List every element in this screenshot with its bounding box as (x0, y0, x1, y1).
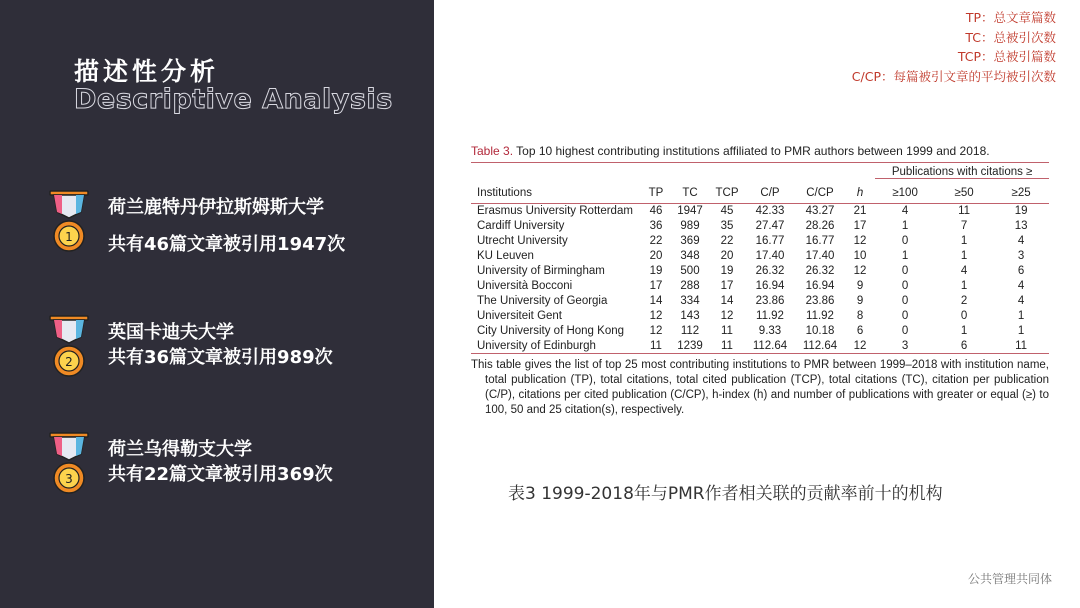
legend-item: TCP：总被引篇数 (957, 49, 1056, 64)
table-cell: 11 (709, 339, 745, 354)
table-cell: 1 (1017, 310, 1025, 322)
table-cell: 1239 (671, 339, 709, 354)
table-cell: City University of Hong Kong (477, 325, 625, 337)
table-cell: 26.32 (805, 265, 835, 277)
table-cell: 0 (901, 265, 909, 277)
table-row (471, 204, 1049, 219)
table-cell: The University of Georgia (477, 295, 608, 307)
table-cell: 989 (680, 220, 700, 232)
table-cell: 4 (901, 205, 909, 218)
table-cell: 19 (649, 265, 663, 277)
table-cell: Erasmus University Rotterdam (477, 205, 633, 218)
column-header: TC (671, 183, 709, 204)
table-cell: 1947 (677, 205, 703, 218)
table-cell: 22 (649, 235, 663, 247)
table-row (471, 309, 1049, 324)
table-row (471, 219, 1049, 234)
table-label: Table 3. (471, 144, 514, 158)
medal-icon (48, 315, 90, 379)
column-header: C/CP (795, 183, 845, 204)
table-cell: 4 (960, 265, 968, 277)
table-cell: 0 (901, 295, 909, 307)
table-cell: 20 (720, 250, 734, 262)
table-cell: Utrecht University (477, 235, 568, 247)
table-cell: 6 (1017, 265, 1025, 277)
svg-text:2: 2 (65, 355, 73, 369)
table-caption (471, 144, 1049, 158)
table-cell: 16.77 (805, 235, 835, 247)
figure-caption: 表3 1999-2018年与PMR作者相关联的贡献率前十的机构 (508, 484, 943, 504)
watermark: 公共管理共同体 (967, 572, 1052, 586)
table-cell: Cardiff University (477, 220, 565, 232)
table-cell: 6 (935, 339, 993, 354)
table-cell: 43.27 (805, 205, 835, 218)
header-row (471, 183, 1049, 204)
table-cell: 12 (649, 310, 663, 322)
table-cell: 8 (856, 310, 864, 322)
table-cell: 1 (960, 325, 968, 337)
table-cell: 23.86 (755, 295, 785, 307)
table-cell: 12 (720, 310, 734, 322)
table-cell: 12 (649, 325, 663, 337)
table-cell: KU Leuven (477, 250, 534, 262)
column-header: TP (641, 183, 671, 204)
table-cell: 288 (680, 280, 700, 292)
svg-text:3: 3 (65, 472, 73, 486)
table-cell: 11.92 (756, 310, 784, 322)
table-cell: 112.64 (745, 339, 795, 354)
institutions-table (471, 144, 1049, 418)
table-cell: 45 (720, 205, 734, 218)
column-header: C/P (745, 183, 795, 204)
table-cell: 1 (960, 235, 968, 247)
table-cell: 22 (720, 235, 734, 247)
table-cell: 0 (960, 310, 968, 322)
table-cell: 12 (845, 339, 875, 354)
table-cell: 0 (901, 325, 909, 337)
table-cell: 19 (720, 265, 734, 277)
table-row (471, 264, 1049, 279)
table-cell: 0 (901, 235, 909, 247)
table-cell: University of Edinburgh (471, 339, 641, 354)
table-cell: 9 (856, 280, 864, 292)
table-cell: 4 (1017, 235, 1025, 247)
column-header: Institutions (471, 183, 641, 204)
table-cell: 1 (901, 220, 909, 232)
svg-text:1: 1 (65, 230, 73, 244)
table-cell: 11 (958, 205, 971, 218)
table-cell: 16.94 (805, 280, 835, 292)
column-header: ≥100 (875, 183, 935, 204)
table-row (471, 279, 1049, 294)
table-row (471, 324, 1049, 339)
table-cell: 500 (680, 265, 700, 277)
group-header: Publications with citations ≥ (875, 166, 1049, 179)
table-cell: 19 (1014, 205, 1028, 218)
table-cell: 1 (960, 280, 968, 292)
column-header: h (845, 183, 875, 204)
table-cell: 11 (721, 325, 733, 337)
table-cell: 369 (680, 235, 700, 247)
table-cell: 11.92 (806, 310, 834, 322)
table-cell: 11 (641, 339, 671, 354)
institution-name: 英国卡迪夫大学 (108, 322, 234, 343)
table-cell: 0 (901, 310, 909, 322)
table-cell: 6 (856, 325, 864, 337)
table-cell: 1 (1017, 325, 1025, 337)
table-cell: University of Birmingham (477, 265, 605, 277)
section-subtitle: Descriptive Analysis (74, 84, 393, 115)
table-cell: Universiteit Gent (477, 310, 563, 322)
table-cell: 16.77 (755, 235, 785, 247)
table-cell: 3 (1017, 250, 1025, 262)
table-cell: 3 (875, 339, 935, 354)
legend-item: TC：总被引次数 (965, 29, 1056, 45)
table-cell: 2 (960, 295, 968, 307)
table-row (471, 234, 1049, 249)
table-cell: 7 (960, 220, 968, 232)
legend-item: TP：总文章篇数 (965, 10, 1056, 25)
left-panel (0, 0, 434, 608)
table-cell: 42.33 (755, 205, 785, 218)
table-cell: 17.40 (805, 250, 835, 262)
table-cell: 14 (649, 295, 663, 307)
table-cell: 28.26 (805, 220, 835, 232)
table-cell: 334 (680, 295, 700, 307)
column-header: ≥50 (935, 183, 993, 204)
table-cell: 13 (1014, 220, 1028, 232)
table-cell: 16.94 (755, 280, 785, 292)
table-cell: 10 (853, 250, 867, 262)
table-cell: 21 (853, 205, 867, 218)
table-cell: 27.47 (755, 220, 785, 232)
table-cell: 4 (1017, 280, 1025, 292)
table-cell: 1 (960, 250, 968, 262)
table-cell: Università Bocconi (477, 280, 573, 292)
section-title: 描述性分析 (74, 57, 220, 86)
table-cell: 35 (720, 220, 734, 232)
table-cell: 0 (901, 280, 909, 292)
table-caption-text: Top 10 highest contributing institutions affiliated to PMR authors between 1999 and 2018. (513, 144, 990, 158)
table-cell: 17 (720, 280, 734, 292)
table-cell: 14 (720, 295, 734, 307)
institution-name: 荷兰乌得勒支大学 (108, 439, 252, 460)
table-cell: 23.86 (805, 295, 835, 307)
table-cell: 36 (649, 220, 663, 232)
table-cell: 11 (993, 339, 1049, 354)
table-cell: 1 (901, 250, 909, 262)
institution-stat: 共有22篇文章被引用369次 (108, 464, 333, 485)
table-row (471, 249, 1049, 264)
table-cell: 143 (680, 310, 700, 322)
table-cell: 9 (856, 295, 864, 307)
table-cell: 10.18 (805, 325, 835, 337)
column-header: ≥25 (993, 183, 1049, 204)
table-row (471, 294, 1049, 309)
institution-stat: 共有36篇文章被引用989次 (108, 347, 333, 368)
legend-item: C/CP：每篇被引文章的平均被引次数 (851, 68, 1056, 84)
table-cell: 20 (649, 250, 663, 262)
table-row (471, 339, 1049, 354)
institution-stat: 共有46篇文章被引用1947次 (108, 234, 346, 255)
table-cell: 4 (1017, 295, 1025, 307)
table-cell: 17 (649, 280, 663, 292)
table-cell: 46 (649, 205, 663, 218)
abbreviation-legend (852, 8, 1056, 86)
table-cell: 9.33 (758, 325, 782, 337)
table-cell: 17 (853, 220, 867, 232)
table-cell: 348 (680, 250, 700, 262)
medal-icon (48, 190, 90, 254)
table-cell: 112.64 (795, 339, 845, 354)
table-cell: 26.32 (755, 265, 785, 277)
medal-icon (48, 432, 90, 496)
table-note: This table gives the list of top 25 most contributing institutions to PMR between 1999–2018 with institution name, total publication (TP), total citations, total cited publication (TCP), total citations (TC), citation per publication (C/P), citations per cited publication (C/CP), h-index (h) and number of publications with greater or equal (≥) to 100, 50 and 25 citation(s), respectively. (471, 359, 1049, 416)
table-cell: 17.40 (755, 250, 785, 262)
table-cell: 12 (853, 235, 867, 247)
institution-name: 荷兰鹿特丹伊拉斯姆斯大学 (108, 197, 324, 218)
table-cell: 12 (853, 265, 867, 277)
table-cell: 112 (680, 325, 700, 337)
column-header: TCP (709, 183, 745, 204)
